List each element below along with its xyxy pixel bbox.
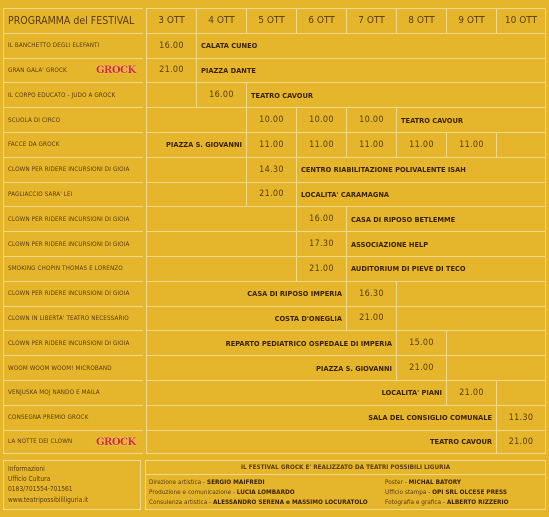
credit-name: LUCIA LOMBARDO bbox=[236, 488, 295, 496]
event-venue: PIAZZA S. GIOVANNI bbox=[146, 132, 246, 157]
event-venue: LOCALITA' PIANI bbox=[146, 380, 446, 405]
event-time: 15.00 bbox=[396, 330, 446, 355]
empty-cell bbox=[146, 231, 296, 256]
program-grid bbox=[3, 8, 546, 458]
empty-cell bbox=[446, 330, 546, 355]
event-label: SCUOLA DI CIRCO bbox=[3, 107, 143, 132]
credit-name: SERGIO MAIFREDI bbox=[206, 478, 265, 486]
event-label: VENJUSKA MOJ NANDO E MAILA bbox=[3, 380, 143, 405]
credits-box bbox=[145, 460, 546, 510]
program-row bbox=[3, 330, 546, 355]
event-venue: SALA DEL CONSIGLIO COMUNALE bbox=[146, 405, 496, 430]
program-title: PROGRAMMA del FESTIVAL bbox=[3, 8, 143, 33]
event-time: 21.00 bbox=[146, 58, 196, 83]
credits-heading: IL FESTIVAL GROCK E' REALIZZATO DA TEATRI POSSIBILI LIGURIA bbox=[146, 461, 545, 475]
event-time: 16.00 bbox=[196, 82, 246, 107]
info-phone: 0183/701554-701561 bbox=[8, 485, 73, 494]
event-label: CONSEGNA PREMIO GROCK bbox=[3, 405, 143, 430]
event-label-text: GRAN GALA' GROCK bbox=[8, 66, 67, 74]
info-heading: Informazioni bbox=[8, 465, 45, 473]
event-time: 21.00 bbox=[496, 430, 546, 455]
credit-line bbox=[385, 487, 542, 497]
date-header: 6 OTT bbox=[296, 8, 346, 33]
date-header: 3 OTT bbox=[146, 8, 196, 33]
program-row bbox=[3, 256, 546, 281]
event-venue: PIAZZA S. GIOVANNI bbox=[146, 355, 396, 380]
event-time: 21.00 bbox=[446, 380, 496, 405]
date-header: 10 OTT bbox=[496, 8, 546, 33]
credit-line bbox=[149, 487, 385, 497]
event-label: CLOWN PER RIDERE INCURSIONI DI GIOIA bbox=[3, 330, 143, 355]
empty-cell bbox=[396, 306, 546, 331]
event-venue: AUDITORIUM DI PIEVE DI TECO bbox=[346, 256, 546, 281]
program-row bbox=[3, 306, 546, 331]
info-website[interactable]: www.teatripossibililiguria.it bbox=[8, 495, 89, 504]
event-time: 11.00 bbox=[246, 132, 296, 157]
event-venue: CALATA CUNEO bbox=[196, 33, 546, 58]
event-label: CLOWN PER RIDERE INCURSIONI DI GIOIA bbox=[3, 281, 143, 306]
event-time: 21.00 bbox=[396, 355, 446, 380]
program-row bbox=[3, 182, 546, 207]
credit-name: ALESSANDRO SERENA e MASSIMO LOCURATOLO bbox=[212, 498, 368, 506]
event-venue: TEATRO CAVOUR bbox=[396, 107, 546, 132]
info-box bbox=[3, 460, 141, 510]
event-time: 14.30 bbox=[246, 157, 296, 182]
event-venue: TEATRO CAVOUR bbox=[246, 82, 546, 107]
program-row bbox=[3, 206, 546, 231]
empty-cell bbox=[146, 206, 296, 231]
date-header: 9 OTT bbox=[446, 8, 496, 33]
event-label: CLOWN PER RIDERE INCURSIONI DI GIOIA bbox=[3, 231, 143, 256]
program-row bbox=[3, 107, 546, 132]
credit-role: Direzione artistica - bbox=[149, 478, 207, 486]
event-label: IL CORPO EDUCATO - JUDO A GROCK bbox=[3, 82, 143, 107]
header-row bbox=[3, 8, 546, 33]
event-time: 11.30 bbox=[496, 405, 546, 430]
event-venue: CENTRO RIABILITAZIONE POLIVALENTE ISAH bbox=[296, 157, 546, 182]
event-label: FACCE DA GROCK bbox=[3, 132, 143, 157]
event-venue: TEATRO CAVOUR bbox=[146, 430, 496, 455]
credit-line bbox=[385, 497, 542, 507]
event-time: 10.00 bbox=[246, 107, 296, 132]
info-office: Ufficio Cultura bbox=[8, 475, 51, 484]
event-label: PAGLIACCIO SARA' LEI bbox=[3, 182, 143, 207]
event-label: CLOWN PER RIDERE INCURSIONI DI GIOIA bbox=[3, 206, 143, 231]
grock-logo-text: GROCK bbox=[96, 436, 136, 448]
event-time: 10.00 bbox=[296, 107, 346, 132]
program-row bbox=[3, 132, 546, 157]
program-row bbox=[3, 157, 546, 182]
empty-cell bbox=[146, 256, 296, 281]
credit-role: Consulenza artistica - bbox=[149, 498, 213, 506]
event-label: CLOWN IN LIBERTA' TEATRO NECESSARIO bbox=[3, 306, 143, 331]
credit-role: Ufficio stampa - bbox=[385, 488, 433, 496]
date-header: 4 OTT bbox=[196, 8, 246, 33]
event-time: 16.00 bbox=[296, 206, 346, 231]
date-header: 5 OTT bbox=[246, 8, 296, 33]
program-row bbox=[3, 380, 546, 405]
program-row bbox=[3, 430, 546, 455]
grock-logo bbox=[96, 437, 136, 449]
event-label: CLOWN PER RIDERE INCURSIONI DI GIOIA bbox=[3, 157, 143, 182]
credits-left bbox=[149, 477, 385, 507]
empty-cell bbox=[146, 182, 246, 207]
event-venue: CASA DI RIPOSO IMPERIA bbox=[146, 281, 346, 306]
event-time: 21.00 bbox=[246, 182, 296, 207]
credit-name: OPI SRL OLCESE PRESS bbox=[432, 488, 507, 496]
credit-role: Fotografia e grafica - bbox=[385, 498, 447, 506]
event-time: 16.30 bbox=[346, 281, 396, 306]
event-label-text: LA NOTTE DEI CLOWN bbox=[8, 438, 73, 446]
date-header: 8 OTT bbox=[396, 8, 446, 33]
empty-cell bbox=[146, 157, 246, 182]
event-time: 16.00 bbox=[146, 33, 196, 58]
event-venue: ASSOCIAZIONE HELP bbox=[346, 231, 546, 256]
event-label: IL BANCHETTO DEGLI ELEFANTI bbox=[3, 33, 143, 58]
event-time: 11.00 bbox=[296, 132, 346, 157]
program-row bbox=[3, 82, 546, 107]
event-venue: PIAZZA DANTE bbox=[196, 58, 546, 83]
event-time: 11.00 bbox=[446, 132, 496, 157]
empty-cell bbox=[496, 380, 546, 405]
event-time: 11.00 bbox=[346, 132, 396, 157]
credit-name: MICHAL BATORY bbox=[408, 478, 462, 486]
credits-right bbox=[385, 477, 542, 507]
program-row bbox=[3, 281, 546, 306]
event-time: 21.00 bbox=[296, 256, 346, 281]
empty-cell bbox=[396, 281, 546, 306]
credit-role: Produzione e comunicazione - bbox=[149, 488, 237, 496]
grock-logo bbox=[96, 65, 136, 77]
program-row bbox=[3, 405, 546, 430]
event-time: 21.00 bbox=[346, 306, 396, 331]
event-label bbox=[3, 58, 143, 83]
program-row bbox=[3, 33, 546, 58]
program-row bbox=[3, 355, 546, 380]
event-venue: LOCALITA' CARAMAGNA bbox=[296, 182, 546, 207]
credit-role: Poster - bbox=[385, 478, 409, 486]
empty-cell bbox=[146, 82, 196, 107]
credit-line bbox=[385, 477, 542, 487]
credit-line bbox=[149, 497, 385, 507]
event-label: WOOM WOOM WOOM! MICROBAND bbox=[3, 355, 143, 380]
event-venue: REPARTO PEDIATRICO OSPEDALE DI IMPERIA bbox=[146, 330, 396, 355]
event-time: 11.00 bbox=[396, 132, 446, 157]
event-label: SMOKING CHOPIN THOMAS E LORENZO bbox=[3, 256, 143, 281]
program-row bbox=[3, 58, 546, 83]
grock-logo-text: GROCK bbox=[96, 64, 136, 76]
event-time: 17.30 bbox=[296, 231, 346, 256]
event-label bbox=[3, 430, 143, 455]
credit-name: ALBERTO RIZZERIO bbox=[446, 498, 509, 506]
credit-line bbox=[149, 477, 385, 487]
empty-cell bbox=[446, 355, 546, 380]
event-venue: CASA DI RIPOSO BETLEMME bbox=[346, 206, 546, 231]
empty-cell bbox=[146, 107, 246, 132]
event-time: 10.00 bbox=[346, 107, 396, 132]
date-header: 7 OTT bbox=[346, 8, 396, 33]
empty-cell bbox=[496, 132, 546, 157]
program-row bbox=[3, 231, 546, 256]
event-venue: COSTA D'ONEGLIA bbox=[146, 306, 346, 331]
